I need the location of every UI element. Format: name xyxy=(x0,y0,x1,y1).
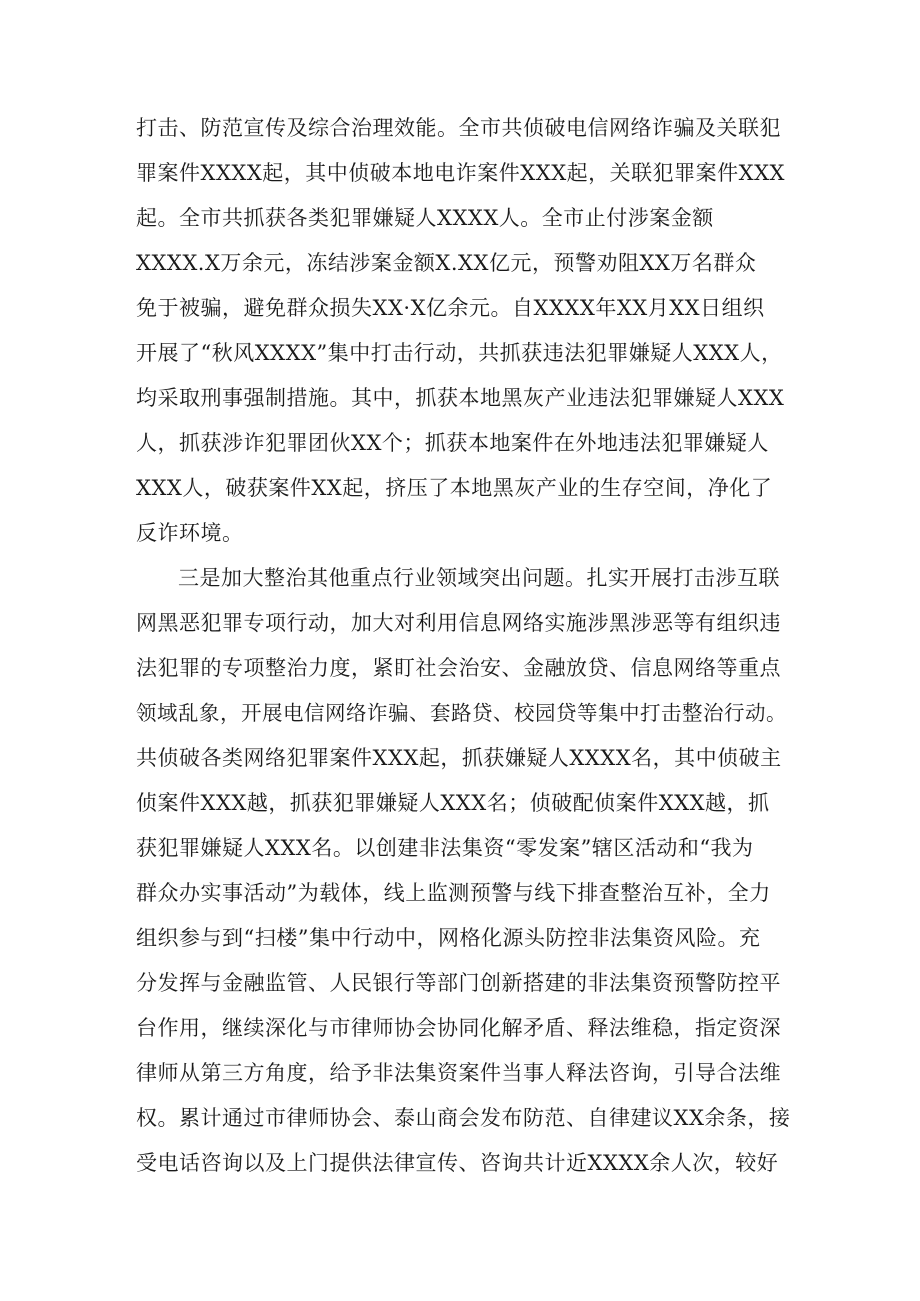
paragraph-line: 分发挥与金融监管、人民银行等部门创新搭建的非法集资预警防控平 xyxy=(136,971,781,995)
paragraph-line: 法犯罪的专项整治力度，紧盯社会治安、金融放贷、信息网络等重点 xyxy=(136,656,781,680)
paragraph-line: XXX人，破获案件XX起，挤压了本地黑灰产业的生存空间，净化了 xyxy=(136,476,773,500)
paragraph-line: 免于被骗，避免群众损失XX·X亿余元。自XXXX年XX月XX日组织 xyxy=(136,296,765,320)
paragraph-line: 罪案件XXXX起，其中侦破本地电诈案件XXX起，关联犯罪案件XXX xyxy=(136,161,785,185)
paragraph-line: 反诈环境。 xyxy=(136,521,244,545)
paragraph-line: 起。全市共抓获各类犯罪嫌疑人XXXX人。全市止付涉案金额 xyxy=(136,206,714,230)
paragraph-line: 打击、防范宣传及综合治理效能。全市共侦破电信网络诈骗及关联犯 xyxy=(136,116,781,140)
paragraph-line: 共侦破各类网络犯罪案件XXX起，抓获嫌疑人XXXX名，其中侦破主 xyxy=(136,746,782,770)
paragraph-line: 律师从第三方角度，给予非法集资案件当事人释法咨询，引导合法维 xyxy=(136,1061,781,1085)
paragraph-line: 侦案件XXX越，抓获犯罪嫌疑人XXX名；侦破配侦案件XXX越，抓 xyxy=(136,791,770,815)
paragraph-line: 台作用，继续深化与市律师协会协同化解矛盾、释法维稳，指定资深 xyxy=(136,1016,781,1040)
paragraph-line: 网黑恶犯罪专项行动，加大对利用信息网络实施涉黑涉恶等有组织违 xyxy=(136,611,781,635)
paragraph-line: 均采取刑事强制措施。其中，抓获本地黑灰产业违法犯罪嫌疑人XXX xyxy=(136,386,785,410)
paragraph-line: 权。累计通过市律师协会、泰山商会发布防范、自律建议XX余条，接 xyxy=(136,1106,791,1130)
paragraph-line: 受电话咨询以及上门提供法律宣传、咨询共计近XXXX余人次，较好 xyxy=(136,1151,779,1175)
paragraph-line: 人，抓获涉诈犯罪团伙XX个；抓获本地案件在外地违法犯罪嫌疑人 xyxy=(136,431,769,455)
paragraph-line: 群众办实事活动”为载体，线上监测预警与线下排查整治互补，全力 xyxy=(136,881,771,905)
paragraph-line: 三是加大整治其他重点行业领域突出问题。扎实开展打击涉互联 xyxy=(178,566,780,590)
paragraph-line: 获犯罪嫌疑人XXX名。以创建非法集资“零发案”辖区活动和“我为 xyxy=(136,836,754,860)
paragraph-line: XXXX.X万余元，冻结涉案金额X.XX亿元，预警劝阻XX万名群众 xyxy=(136,251,757,275)
paragraph-line: 领域乱象，开展电信网络诈骗、套路贷、校园贷等集中打击整治行动。 xyxy=(136,701,787,725)
paragraph-line: 组织参与到“扫楼”集中行动中，网格化源头防控非法集资风险。充 xyxy=(136,926,761,950)
paragraph-line: 开展了“秋风XXXX”集中打击行动，共抓获违法犯罪嫌疑人XXX人， xyxy=(136,341,783,365)
